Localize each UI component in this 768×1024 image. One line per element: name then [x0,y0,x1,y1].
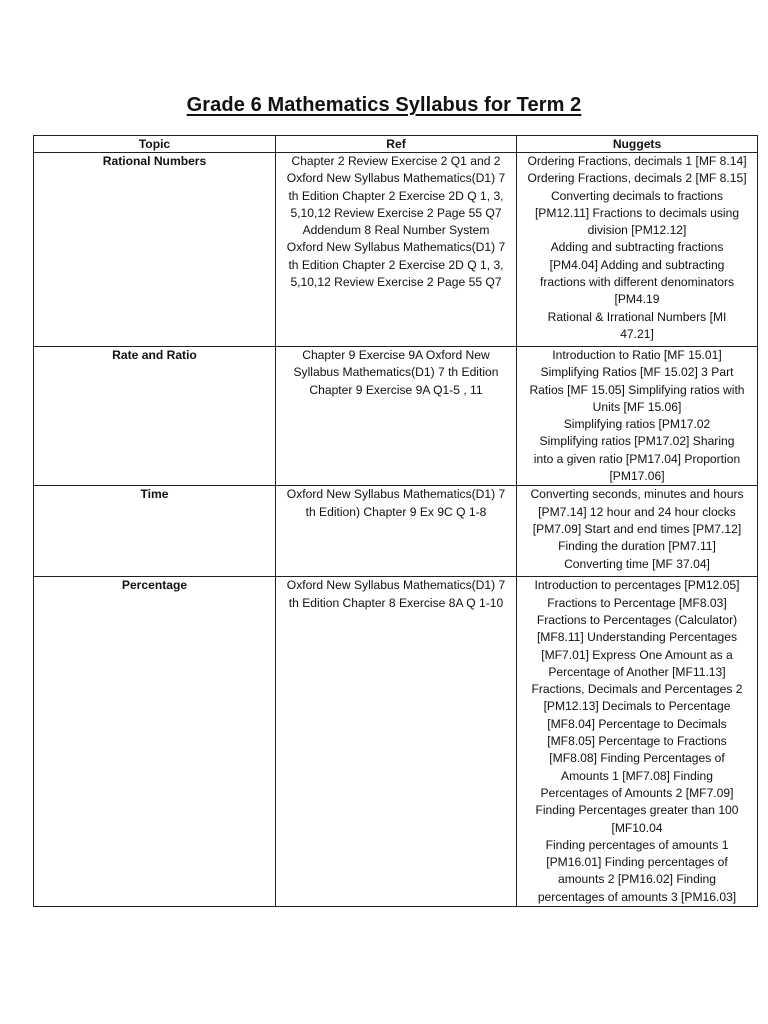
nugget-line: [MF8.08] Finding Percentages of [549,751,725,766]
nugget-line: [PM16.01] Finding percentages of [546,855,728,870]
nugget-line: Simplifying ratios [PM17.02] Sharing [539,434,735,449]
ref-line: th Edition) Chapter 9 Ex 9C Q 1-8 [305,504,487,519]
nugget-line: [PM12.13] Decimals to Percentage [543,699,731,714]
nuggets-cell [517,347,758,486]
column-header-ref: Ref [276,136,517,153]
ref-line: Chapter 9 Exercise 9A Oxford New [302,348,490,362]
ref-cell [276,486,517,577]
nugget-line: [MF8.05] Percentage to Fractions [547,734,727,749]
nugget-line: Fractions to Percentage [MF8.03] [547,595,727,610]
nugget-line: [MF10.04 [611,820,663,835]
ref-line: 5,10,12 Review Exercise 2 Page 55 Q7 [290,275,502,290]
nugget-line: [PM7.09] Start and end times [PM7.12] [532,521,742,536]
ref-line: Oxford New Syllabus Mathematics(D1) 7 [286,578,506,593]
ref-line: th Edition Chapter 2 Exercise 2D Q 1, 3, [288,257,504,272]
nugget-line: [PM17.06] [609,469,665,484]
nugget-line: Converting seconds, minutes and hours [530,487,744,502]
nugget-line: [PM12.11] Fractions to decimals using [534,205,740,220]
nugget-line: [MF8.11] Understanding Percentages [536,630,738,645]
nugget-line: fractions with different denominators [539,275,735,290]
ref-line: Syllabus Mathematics(D1) 7 th Edition [293,365,499,380]
nugget-line: Ratios [MF 15.05] Simplifying ratios with [529,382,745,397]
nugget-line: Fractions, Decimals and Percentages 2 [531,682,743,697]
nugget-line: amounts 2 [PM16.02] Finding [558,872,716,887]
column-header-topic: Topic [34,136,276,153]
nugget-line: Rational & Irrational Numbers [MI [547,309,727,324]
nugget-line: Percentage of Another [MF11.13] [548,664,726,679]
column-header-nuggets: Nuggets [517,136,758,153]
ref-line: Oxford New Syllabus Mathematics(D1) 7 [286,240,506,255]
nugget-line: Converting decimals to fractions [550,188,724,203]
nugget-line: Percentages of Amounts 2 [MF7.09] [540,785,734,800]
table-header-row [34,136,758,153]
page-title: Grade 6 Mathematics Syllabus for Term 2 [186,94,582,116]
topic-cell: Rate and Ratio [34,347,276,486]
nugget-line: into a given ratio [PM17.04] Proportion [533,451,741,466]
ref-cell [276,347,517,486]
ref-line: Chapter 9 Exercise 9A Q1-5 , 11 [309,382,483,397]
syllabus-table [33,135,758,907]
ref-line: Oxford New Syllabus Mathematics(D1) 7 [286,171,506,186]
nugget-line: [MF7.01] Express One Amount as a [541,647,733,662]
nugget-line: Units [MF 15.06] [592,399,682,414]
nugget-line: Fractions to Percentages (Calculator) [536,612,738,627]
nugget-line: Simplifying Ratios [MF 15.02] 3 Part [540,365,734,380]
ref-line: 5,10,12 Review Exercise 2 Page 55 Q7 [290,205,502,220]
nugget-line: Finding Percentages greater than 100 [535,803,739,818]
nugget-line: [PM7.14] 12 hour and 24 hour clocks [538,504,736,519]
nuggets-cell [517,153,758,347]
nugget-line: Introduction to Ratio [MF 15.01] [552,348,722,362]
table-row [34,347,758,486]
nugget-line: percentages of amounts 3 [PM16.03] [537,889,737,904]
ref-line: th Edition Chapter 2 Exercise 2D Q 1, 3, [288,188,504,203]
nugget-line: Ordering Fractions, decimals 1 [MF 8.14] [527,154,747,168]
topic-cell: Rational Numbers [34,153,276,347]
nugget-line: [PM4.19 [614,292,660,307]
nugget-line: [PM4.04] Adding and subtracting [549,257,725,272]
topic-cell: Percentage [34,577,276,907]
nugget-line: Introduction to percentages [PM12.05] [534,578,740,593]
ref-line: Chapter 2 Review Exercise 2 Q1 and 2 [291,154,501,168]
nugget-line: Adding and subtracting fractions [550,240,724,255]
nugget-line: Finding the duration [PM7.11] [558,539,716,554]
nugget-line: Simplifying ratios [PM17.02 [563,417,711,432]
table-row [34,577,758,907]
nugget-line: Ordering Fractions, decimals 2 [MF 8.15] [527,171,747,186]
nugget-line: Converting time [MF 37.04] [564,556,710,571]
ref-line: Oxford New Syllabus Mathematics(D1) 7 [286,487,506,502]
nugget-line: division [PM12.12] [587,223,687,238]
ref-line: Addendum 8 Real Number System [302,223,490,238]
table-row [34,486,758,577]
nugget-line: Finding percentages of amounts 1 [545,837,729,852]
nuggets-cell [517,577,758,907]
nugget-line: Amounts 1 [MF7.08] Finding [561,768,713,783]
nugget-line: [MF8.04] Percentage to Decimals [547,716,727,731]
ref-cell [276,577,517,907]
ref-line: th Edition Chapter 8 Exercise 8A Q 1-10 [288,595,504,610]
nugget-line: 47.21] [620,326,654,341]
nuggets-cell [517,486,758,577]
table-row [34,153,758,347]
topic-cell: Time [34,486,276,577]
ref-cell [276,153,517,347]
